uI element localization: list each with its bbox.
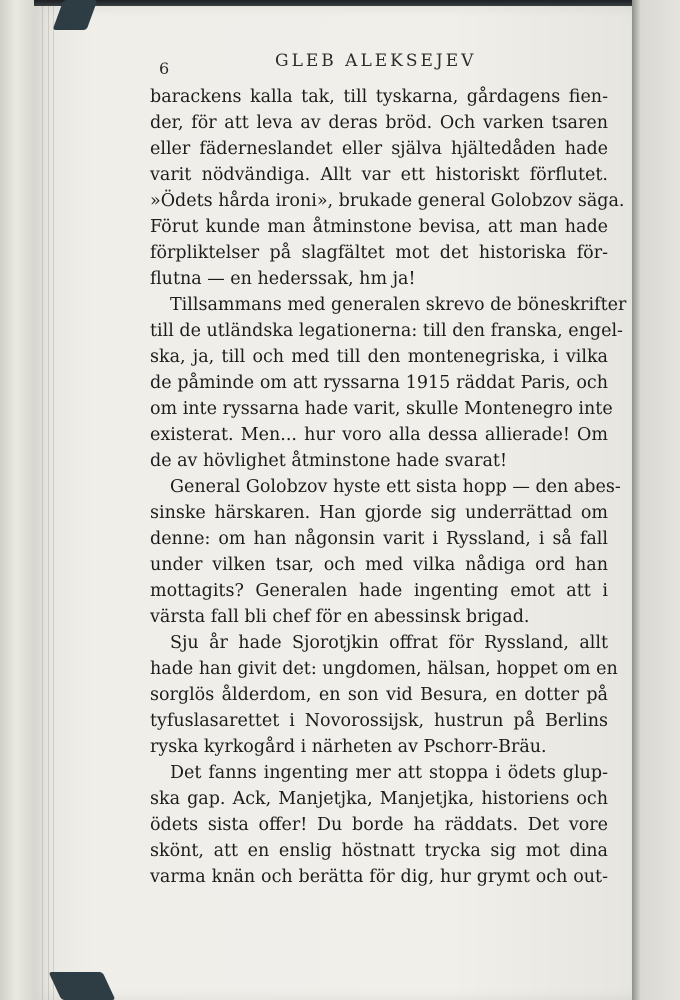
book-spine-edge bbox=[0, 0, 34, 1000]
page-header bbox=[0, 45, 680, 81]
text-line: värsta fall bli chef för en abessinsk brigad. bbox=[150, 607, 530, 627]
text-line: de påminde om att ryssarna 1915 räddat Paris, och bbox=[150, 373, 608, 393]
text-line: eller fäderneslandet eller själva hjältedåden hade bbox=[150, 139, 608, 159]
text-line: ryska kyrkogård i närheten av Pschorr-Bräu. bbox=[150, 737, 547, 757]
text-line: de av hövlighet åtminstone hade svarat! bbox=[150, 451, 507, 471]
text-line: under vilken tsar, och med vilka nådiga ord han bbox=[150, 555, 608, 575]
page-number: 6 bbox=[159, 59, 170, 78]
text-line: Sju år hade Sjorotjkin offrat för Ryssland, allt bbox=[170, 633, 608, 653]
text-line: varit nödvändiga. Allt var ett historiskt förflutet. bbox=[150, 165, 608, 185]
text-line: sorglös ålderdom, en son vid Besura, en dotter på bbox=[150, 685, 608, 705]
text-line: skönt, att en enslig höstnatt trycka sig mot dina bbox=[150, 841, 608, 861]
adjacent-page-edge bbox=[632, 0, 680, 1000]
text-line: flutna — en hederssak, hm ja! bbox=[150, 269, 416, 289]
text-line: sinske härskaren. Han gjorde sig underrättad om bbox=[150, 503, 608, 523]
text-line: der, för att leva av deras bröd. Och varken tsaren bbox=[150, 113, 608, 133]
body-text bbox=[150, 84, 627, 890]
text-line: varma knän och berätta för dig, hur grymt och out- bbox=[150, 867, 608, 887]
text-line: existerat. Men... hur voro alla dessa allierade! Om bbox=[150, 425, 608, 445]
text-line: tyfuslasarettet i Novorossijsk, hustrun på Berlins bbox=[150, 711, 608, 731]
text-line: denne: om han någonsin varit i Ryssland, i så fall bbox=[150, 529, 608, 549]
text-line: ödets sista offer! Du borde ha räddats. Det vore bbox=[150, 815, 608, 835]
text-line: »Ödets hårda ironi», brukade general Golobzov säga. bbox=[150, 191, 625, 211]
text-line: Tillsammans med generalen skrevo de böneskrifter bbox=[170, 295, 627, 315]
page-edge-line bbox=[48, 6, 49, 1000]
text-line: Det fanns ingenting mer att stoppa i ödets glup- bbox=[170, 763, 608, 783]
text-line: ska gap. Ack, Manjetjka, Manjetjka, historiens och bbox=[150, 789, 608, 809]
text-line: General Golobzov hyste ett sista hopp — den abes- bbox=[170, 477, 621, 497]
text-line: förpliktelser på slagfältet mot det historiska för- bbox=[150, 243, 608, 263]
page-edge-line bbox=[53, 6, 54, 1000]
running-head: GLEB ALEKSEJEV bbox=[275, 51, 477, 71]
text-line: ska, ja, till och med till den montenegriska, i vilka bbox=[150, 347, 608, 367]
text-line: Förut kunde man åtminstone bevisa, att man hade bbox=[150, 217, 608, 237]
page-edge-line bbox=[42, 6, 43, 1000]
text-line: till de utländska legationerna: till den franska, engel- bbox=[150, 321, 623, 341]
text-line: om inte ryssarna hade varit, skulle Montenegro inte bbox=[150, 399, 613, 419]
text-line: mottagits? Generalen hade ingenting emot att i bbox=[150, 581, 608, 601]
text-line: barackens kalla tak, till tyskarna, gårdagens fien- bbox=[150, 87, 608, 107]
text-line: hade han givit det: ungdomen, hälsan, hoppet om en bbox=[150, 659, 618, 679]
